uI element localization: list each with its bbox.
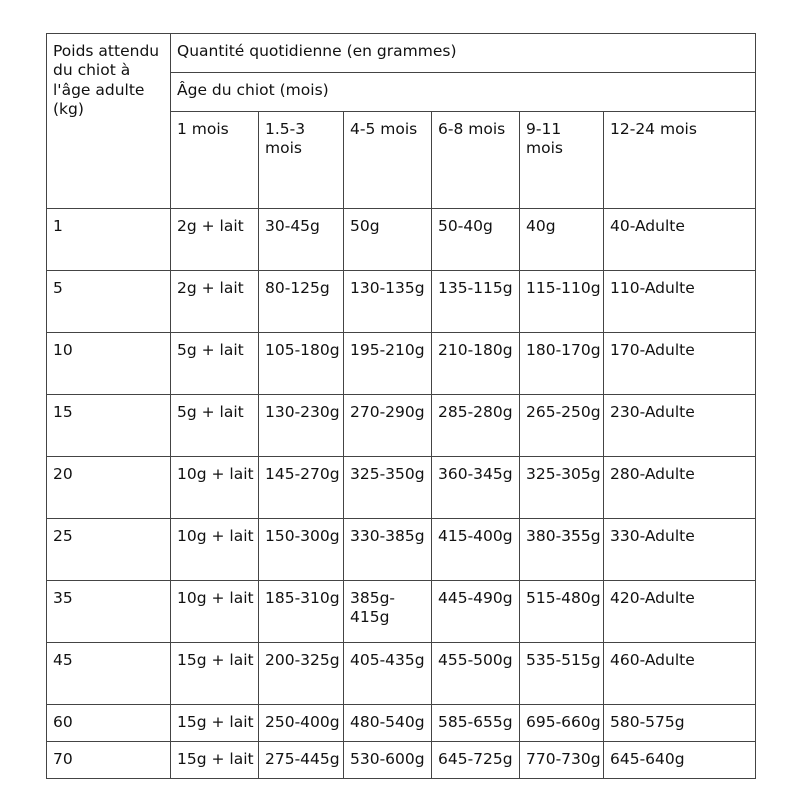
cell-9-11-mois: 180-170g	[520, 333, 604, 395]
cell-1-mois: 2g + lait	[171, 271, 259, 333]
cell-1p5-3-mois: 200-325g	[259, 643, 344, 705]
table-row	[47, 643, 756, 705]
cell-6-8-mois: 50-40g	[432, 209, 520, 271]
cell-1-mois: 5g + lait	[171, 333, 259, 395]
table-row	[47, 742, 756, 779]
row-weight: 10	[47, 333, 171, 395]
cell-12-24-mois: 170-Adulte	[604, 333, 756, 395]
row-weight: 5	[47, 271, 171, 333]
row-header-label: Poids attendu du chiot à l'âge adulte (kg)	[47, 34, 171, 209]
table-row	[47, 457, 756, 519]
cell-6-8-mois: 455-500g	[432, 643, 520, 705]
cell-1-mois: 5g + lait	[171, 395, 259, 457]
cell-9-11-mois: 535-515g	[520, 643, 604, 705]
row-weight: 1	[47, 209, 171, 271]
cell-6-8-mois: 210-180g	[432, 333, 520, 395]
row-weight: 15	[47, 395, 171, 457]
cell-4-5-mois: 330-385g	[344, 519, 432, 581]
cell-1p5-3-mois: 250-400g	[259, 705, 344, 742]
cell-6-8-mois: 445-490g	[432, 581, 520, 643]
cell-9-11-mois: 770-730g	[520, 742, 604, 779]
table-subtitle: Âge du chiot (mois)	[171, 73, 756, 112]
column-header-1-mois: 1 mois	[171, 112, 259, 209]
cell-1-mois: 10g + lait	[171, 457, 259, 519]
column-header-12-24-mois: 12-24 mois	[604, 112, 756, 209]
cell-9-11-mois: 515-480g	[520, 581, 604, 643]
cell-4-5-mois: 270-290g	[344, 395, 432, 457]
table-row	[47, 519, 756, 581]
cell-12-24-mois: 645-640g	[604, 742, 756, 779]
table-row	[47, 209, 756, 271]
cell-4-5-mois: 50g	[344, 209, 432, 271]
cell-1-mois: 15g + lait	[171, 742, 259, 779]
table-title: Quantité quotidienne (en grammes)	[171, 34, 756, 73]
cell-9-11-mois: 265-250g	[520, 395, 604, 457]
cell-9-11-mois: 325-305g	[520, 457, 604, 519]
column-header-4-5-mois: 4-5 mois	[344, 112, 432, 209]
cell-1p5-3-mois: 30-45g	[259, 209, 344, 271]
table-row	[47, 333, 756, 395]
column-header-9-11-mois: 9-11 mois	[520, 112, 604, 209]
table-row	[47, 581, 756, 643]
cell-12-24-mois: 230-Adulte	[604, 395, 756, 457]
column-header-6-8-mois: 6-8 mois	[432, 112, 520, 209]
cell-1p5-3-mois: 145-270g	[259, 457, 344, 519]
row-weight: 25	[47, 519, 171, 581]
row-weight: 35	[47, 581, 171, 643]
cell-9-11-mois: 115-110g	[520, 271, 604, 333]
table-row	[47, 705, 756, 742]
table-row	[47, 395, 756, 457]
puppy-feeding-table	[46, 33, 756, 779]
cell-1-mois: 10g + lait	[171, 581, 259, 643]
cell-1-mois: 15g + lait	[171, 643, 259, 705]
cell-9-11-mois: 40g	[520, 209, 604, 271]
cell-4-5-mois: 405-435g	[344, 643, 432, 705]
table-row	[47, 271, 756, 333]
cell-4-5-mois: 530-600g	[344, 742, 432, 779]
cell-6-8-mois: 585-655g	[432, 705, 520, 742]
cell-4-5-mois: 325-350g	[344, 457, 432, 519]
cell-9-11-mois: 380-355g	[520, 519, 604, 581]
table-body	[47, 34, 756, 779]
cell-4-5-mois: 195-210g	[344, 333, 432, 395]
cell-12-24-mois: 460-Adulte	[604, 643, 756, 705]
column-header-1p5-3-mois: 1.5-3 mois	[259, 112, 344, 209]
cell-12-24-mois: 420-Adulte	[604, 581, 756, 643]
cell-1p5-3-mois: 80-125g	[259, 271, 344, 333]
cell-4-5-mois: 480-540g	[344, 705, 432, 742]
cell-1p5-3-mois: 150-300g	[259, 519, 344, 581]
cell-12-24-mois: 110-Adulte	[604, 271, 756, 333]
cell-1p5-3-mois: 275-445g	[259, 742, 344, 779]
cell-12-24-mois: 580-575g	[604, 705, 756, 742]
cell-6-8-mois: 135-115g	[432, 271, 520, 333]
cell-1p5-3-mois: 185-310g	[259, 581, 344, 643]
header-title-row	[47, 34, 756, 73]
cell-1p5-3-mois: 105-180g	[259, 333, 344, 395]
cell-4-5-mois: 385g-415g	[344, 581, 432, 643]
cell-12-24-mois: 280-Adulte	[604, 457, 756, 519]
cell-6-8-mois: 415-400g	[432, 519, 520, 581]
cell-9-11-mois: 695-660g	[520, 705, 604, 742]
cell-1p5-3-mois: 130-230g	[259, 395, 344, 457]
cell-12-24-mois: 330-Adulte	[604, 519, 756, 581]
cell-1-mois: 15g + lait	[171, 705, 259, 742]
cell-4-5-mois: 130-135g	[344, 271, 432, 333]
cell-6-8-mois: 360-345g	[432, 457, 520, 519]
row-weight: 70	[47, 742, 171, 779]
cell-1-mois: 2g + lait	[171, 209, 259, 271]
cell-1-mois: 10g + lait	[171, 519, 259, 581]
row-weight: 45	[47, 643, 171, 705]
cell-6-8-mois: 645-725g	[432, 742, 520, 779]
cell-12-24-mois: 40-Adulte	[604, 209, 756, 271]
row-weight: 20	[47, 457, 171, 519]
cell-6-8-mois: 285-280g	[432, 395, 520, 457]
row-weight: 60	[47, 705, 171, 742]
